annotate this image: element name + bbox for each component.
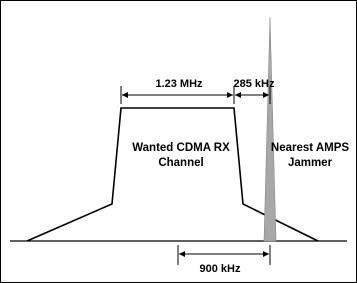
offset-near-label: 285 kHz [233, 78, 275, 90]
bandwidth-label: 1.23 MHz [155, 78, 203, 90]
amps-jammer-spike [264, 17, 276, 241]
cdma-channel-label-line1: Wanted CDMA RX [132, 142, 230, 154]
amps-jammer-label-line1: Nearest AMPS [270, 142, 350, 154]
offset-far-label: 900 kHz [199, 263, 241, 275]
cdma-channel-label-line2: Channel [158, 157, 204, 169]
amps-jammer-label-line2: Jammer [287, 157, 333, 169]
